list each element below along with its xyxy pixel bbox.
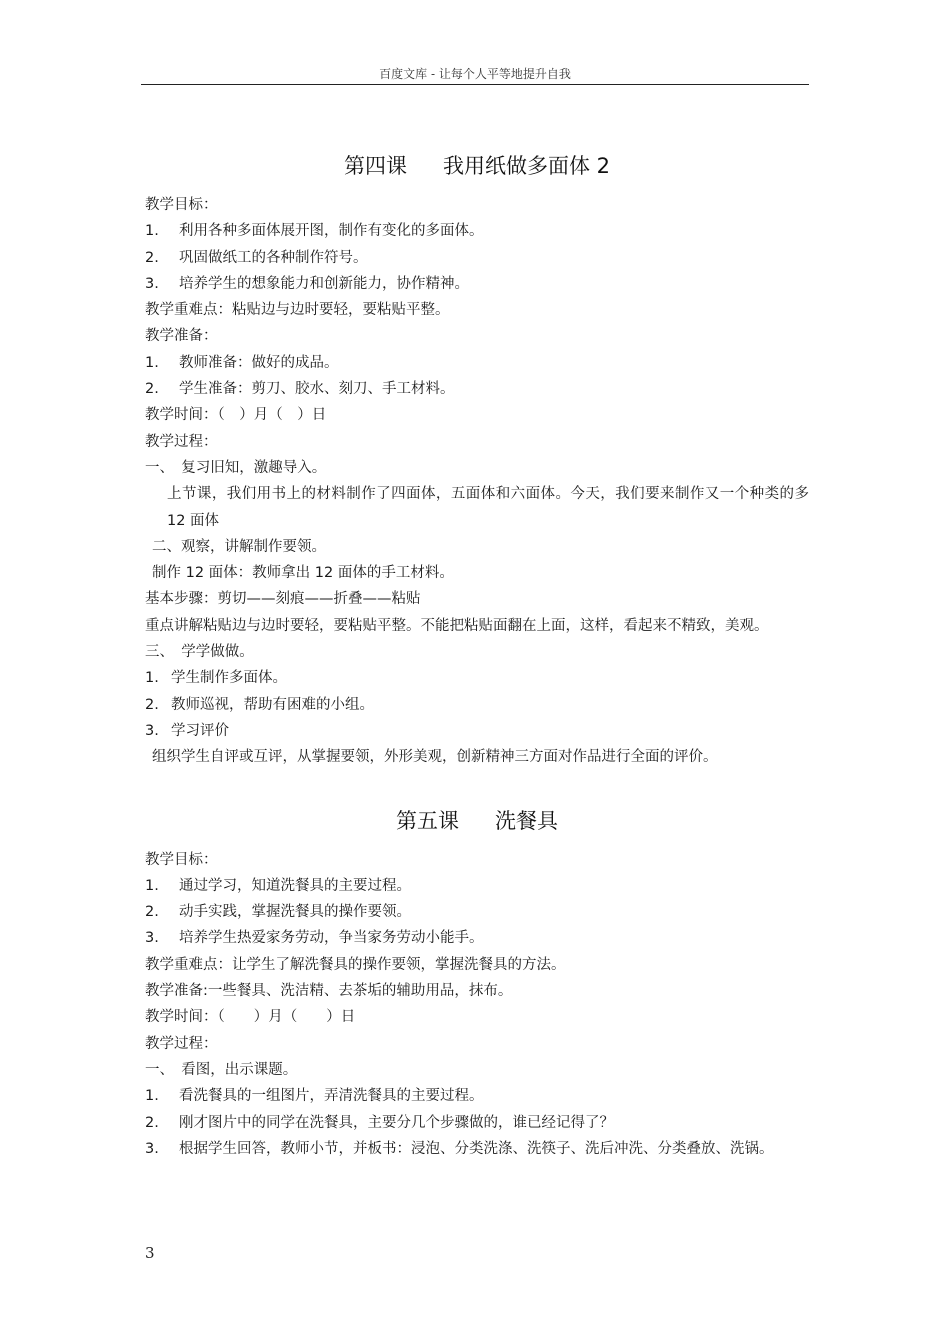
lesson-4-name: 我用纸做多面体 2 xyxy=(442,154,611,178)
lesson-4-step-1-title: 一、 复习旧知，激趣导入。 xyxy=(145,459,327,476)
lesson-5-time: 教学时间：（ ）月（ ）日 xyxy=(145,1009,356,1026)
lesson-4-step-3-title: 三、 学学做做。 xyxy=(145,644,254,661)
lesson-4-number: 第四课 xyxy=(343,154,407,178)
lesson-4-prep-label: 教学准备： xyxy=(145,328,218,345)
list-item: 2. 刚才图片中的同学在洗餐具，主要分几个步骤做的，谁已经记得了？ xyxy=(145,1114,614,1131)
lesson-4-time: 教学时间：（ ）月（ ）日 xyxy=(145,407,327,424)
lesson-4-key-points: 教学重难点：粘贴边与边时要轻，要粘贴平整。 xyxy=(145,302,450,319)
lesson-5-goals-label: 教学目标： xyxy=(145,851,218,868)
lesson-5-process-label: 教学过程： xyxy=(145,1035,218,1052)
list-item: 3. 学习评价 xyxy=(145,722,229,739)
lesson-5-title xyxy=(145,805,809,837)
lesson-5-name: 洗餐具 xyxy=(495,808,558,833)
list-item: 1. 教师准备：做好的成品。 xyxy=(145,354,339,371)
lesson-4-step-2-line-1: 制作 12 面体：教师拿出 12 面体的手工材料。 xyxy=(152,565,454,582)
lesson-5-step-1-title: 一、 看图，出示课题。 xyxy=(145,1061,298,1078)
list-item: 2. 教师巡视，帮助有困难的小组。 xyxy=(145,696,374,713)
list-item: 2. 学生准备：剪刀、胶水、刻刀、手工材料。 xyxy=(145,381,455,398)
page-number: 3 xyxy=(145,1244,155,1262)
lesson-5-prep: 教学准备:一些餐具、洗洁精、去茶垢的辅助用品，抹布。 xyxy=(145,983,513,1000)
lesson-4-process-label: 教学过程： xyxy=(145,433,218,450)
list-item: 3. 培养学生的想象能力和创新能力，协作精神。 xyxy=(145,275,469,292)
list-item: 1. 看洗餐具的一组图片，弄清洗餐具的主要过程。 xyxy=(145,1088,484,1105)
lesson-5-number: 第五课 xyxy=(396,808,459,833)
list-item: 2. 动手实践，掌握洗餐具的操作要领。 xyxy=(145,904,411,921)
header-divider xyxy=(141,84,809,85)
list-item: 3. 根据学生回答，教师小节，并板书：浸泡、分类洗涤、洗筷子、洗后冲洗、分类叠放、洗锅。 xyxy=(145,1140,774,1157)
lesson-4-title xyxy=(145,150,809,182)
lesson-4-step-2-line-3: 重点讲解粘贴边与边时要轻，要粘贴平整。不能把粘贴面翻在上面，这样，看起来不精致，美观。 xyxy=(145,617,769,634)
page-header: 百度文库 - 让每个人平等地提升自我 xyxy=(379,67,571,81)
lesson-5-key-points: 教学重难点：让学生了解洗餐具的操作要领，掌握洗餐具的方法。 xyxy=(145,956,566,973)
lesson-4-step-2-line-2: 基本步骤：剪切——刻痕——折叠——粘贴 xyxy=(145,591,421,608)
lesson-4-step-3-text: 组织学生自评或互评，从掌握要领，外形美观，创新精神三方面对作品进行全面的评价。 xyxy=(152,749,718,766)
list-item: 1. 利用各种多面体展开图，制作有变化的多面体。 xyxy=(145,223,484,240)
list-item: 3. 培养学生热爱家务劳动，争当家务劳动小能手。 xyxy=(145,930,484,947)
lesson-4-step-2-title: 二、观察，讲解制作要领。 xyxy=(152,538,326,555)
lesson-4-step-1-text: 上节课，我们用书上的材料制作了四面体，五面体和六面体。今天，我们要来制作又一个种类的多 12 面体 xyxy=(167,486,809,529)
list-item: 1. 学生制作多面体。 xyxy=(145,670,287,687)
document-body xyxy=(145,150,809,1162)
list-item: 2. 巩固做纸工的各种制作符号。 xyxy=(145,249,368,266)
lesson-4-goals-label: 教学目标： xyxy=(145,197,218,213)
list-item: 1. 通过学习，知道洗餐具的主要过程。 xyxy=(145,877,411,894)
